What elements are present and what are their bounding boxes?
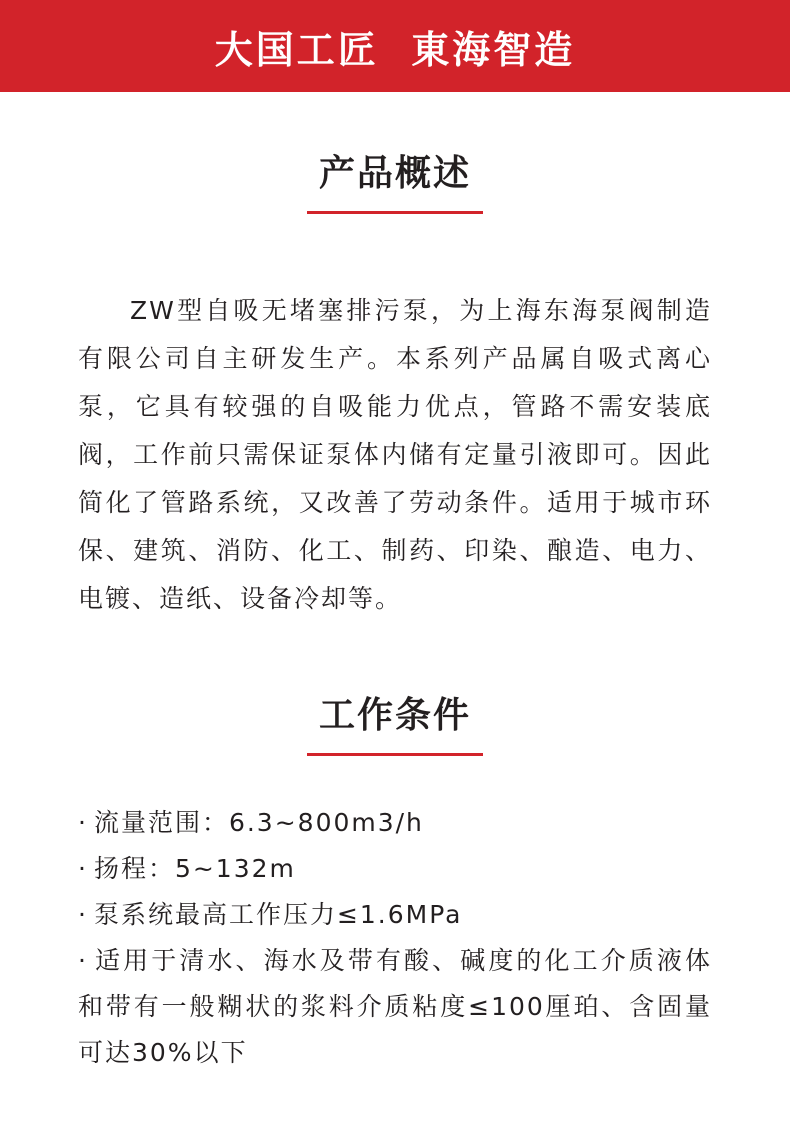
list-item: · 适用于清水、海水及带有酸、碱度的化工介质液体和带有一般糊状的浆料介质粘度≤100厘珀、含固量可达30%以下 xyxy=(78,938,712,1076)
list-item: · 流量范围：6.3~800m3/h xyxy=(78,800,712,846)
header-banner xyxy=(0,0,790,92)
spacer-after-conditions-title xyxy=(78,756,712,800)
section-conditions-heading xyxy=(78,694,712,756)
banner-title: 大国工匠 東海智造 xyxy=(214,27,576,72)
working-conditions-list xyxy=(78,800,712,1076)
section-overview-heading xyxy=(78,152,712,214)
product-overview-paragraph: ZW型自吸无堵塞排污泵，为上海东海泵阀制造有限公司自主研发生产。本系列产品属自吸式离心泵，它具有较强的自吸能力优点，管路不需安装底阀，工作前只需保证泵体内储有定量引液即可。因此简化了管路系统，又改善了劳动条件。适用于城市环保、建筑、消防、化工、制药、印染、酿造、电力、电镀、造纸、设备冷却等。 xyxy=(78,296,712,614)
spacer-top xyxy=(0,92,790,152)
spacer-before-conditions xyxy=(0,648,790,694)
list-item: · 泵系统最高工作压力≤1.6MPa xyxy=(78,892,712,938)
section-overview-title: 产品概述 xyxy=(318,153,471,194)
section-working-conditions xyxy=(0,694,790,1076)
spacer-after-overview-title xyxy=(78,214,712,262)
section-product-overview xyxy=(0,152,790,623)
list-item: · 扬程：5~132m xyxy=(78,846,712,892)
section-conditions-title: 工作条件 xyxy=(318,695,471,737)
